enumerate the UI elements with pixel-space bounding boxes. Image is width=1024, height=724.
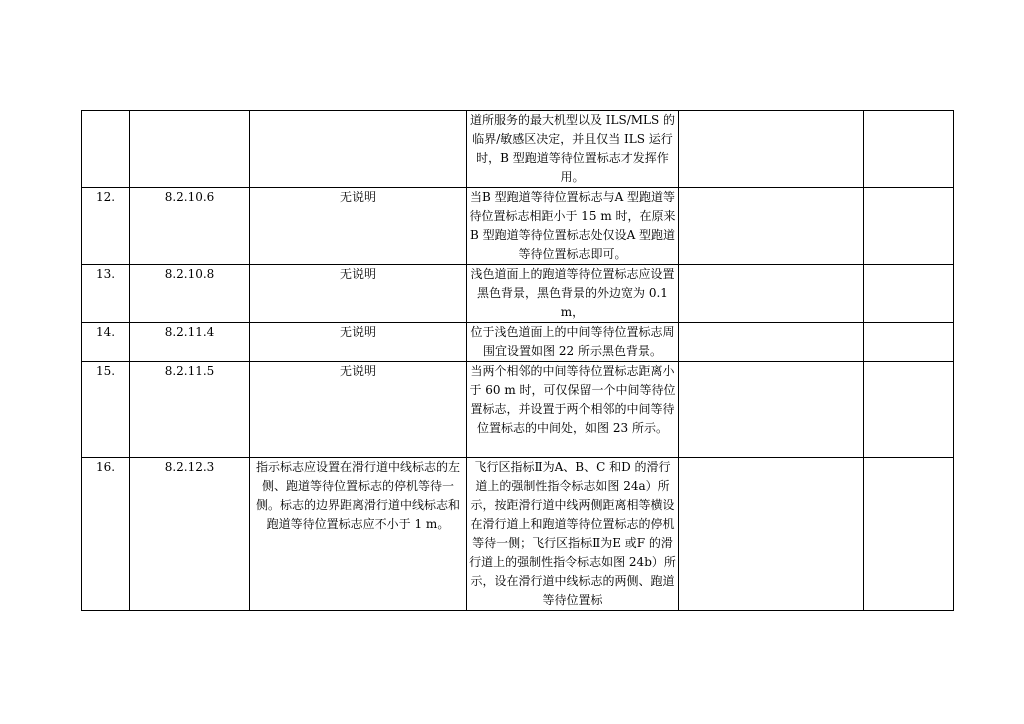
empty-cell (679, 362, 864, 458)
empty-cell (679, 323, 864, 362)
explanation-cell: 当两个相邻的中间等待位置标志距离小于 60 m 时，可仅保留一个中间等待位置标志，并设置于两个相邻的中间等待位置标志的中间处，如图 23 所示。 (467, 362, 679, 458)
explanation-cell: 道所服务的最大机型以及 ILS/MLS 的临界/敏感区决定，并且仅当 ILS 运行时，B 型跑道等待位置标志才发挥作用。 (467, 111, 679, 188)
document-table (81, 110, 954, 611)
empty-cell (679, 458, 864, 611)
empty-cell (864, 111, 954, 188)
clause-cell: 8.2.12.3 (130, 458, 250, 611)
empty-cell (679, 111, 864, 188)
table-row (82, 265, 954, 323)
clause-cell: 8.2.11.4 (130, 323, 250, 362)
row-number-cell: 14. (82, 323, 130, 362)
clause-cell: 8.2.10.8 (130, 265, 250, 323)
description-cell: 无说明 (250, 188, 467, 265)
clause-cell: 8.2.11.5 (130, 362, 250, 458)
empty-cell (679, 265, 864, 323)
description-cell: 指示标志应设置在滑行道中线标志的左侧、跑道等待位置标志的停机等待一侧。标志的边界距离滑行道中线标志和跑道等待位置标志应不小于 1 m。 (250, 458, 467, 611)
description-cell: 无说明 (250, 362, 467, 458)
explanation-cell: 当B 型跑道等待位置标志与A 型跑道等待位置标志相距小于 15 m 时，在原来B 型跑道等待位置标志处仅设A 型跑道等待位置标志即可。 (467, 188, 679, 265)
table-row (82, 111, 954, 188)
row-number-cell: 16. (82, 458, 130, 611)
table-row (82, 323, 954, 362)
empty-cell (679, 188, 864, 265)
row-number-cell: 13. (82, 265, 130, 323)
empty-cell (864, 362, 954, 458)
empty-cell (864, 323, 954, 362)
explanation-cell: 浅色道面上的跑道等待位置标志应设置黑色背景，黑色背景的外边宽为 0.1 m， (467, 265, 679, 323)
clause-cell (130, 111, 250, 188)
table-row (82, 188, 954, 265)
description-cell: 无说明 (250, 323, 467, 362)
empty-cell (864, 188, 954, 265)
table-row (82, 362, 954, 458)
description-cell: 无说明 (250, 265, 467, 323)
row-number-cell: 12. (82, 188, 130, 265)
row-number-cell: 15. (82, 362, 130, 458)
empty-cell (864, 265, 954, 323)
clause-cell: 8.2.10.6 (130, 188, 250, 265)
description-cell (250, 111, 467, 188)
empty-cell (864, 458, 954, 611)
row-number-cell (82, 111, 130, 188)
explanation-cell: 位于浅色道面上的中间等待位置标志周围宜设置如图 22 所示黑色背景。 (467, 323, 679, 362)
table-row (82, 458, 954, 611)
explanation-cell: 飞行区指标Ⅱ为A、B、C 和D 的滑行道上的强制性指令标志如图 24a）所示，按距滑行道中线两侧距离相等横设在滑行道上和跑道等待位置标志的停机等待一侧；飞行区指标Ⅱ为E 或F 的滑行道上的强制性指令标志如图 24b）所示，设在滑行道中线标志的两侧、跑道等待位置标 (467, 458, 679, 611)
